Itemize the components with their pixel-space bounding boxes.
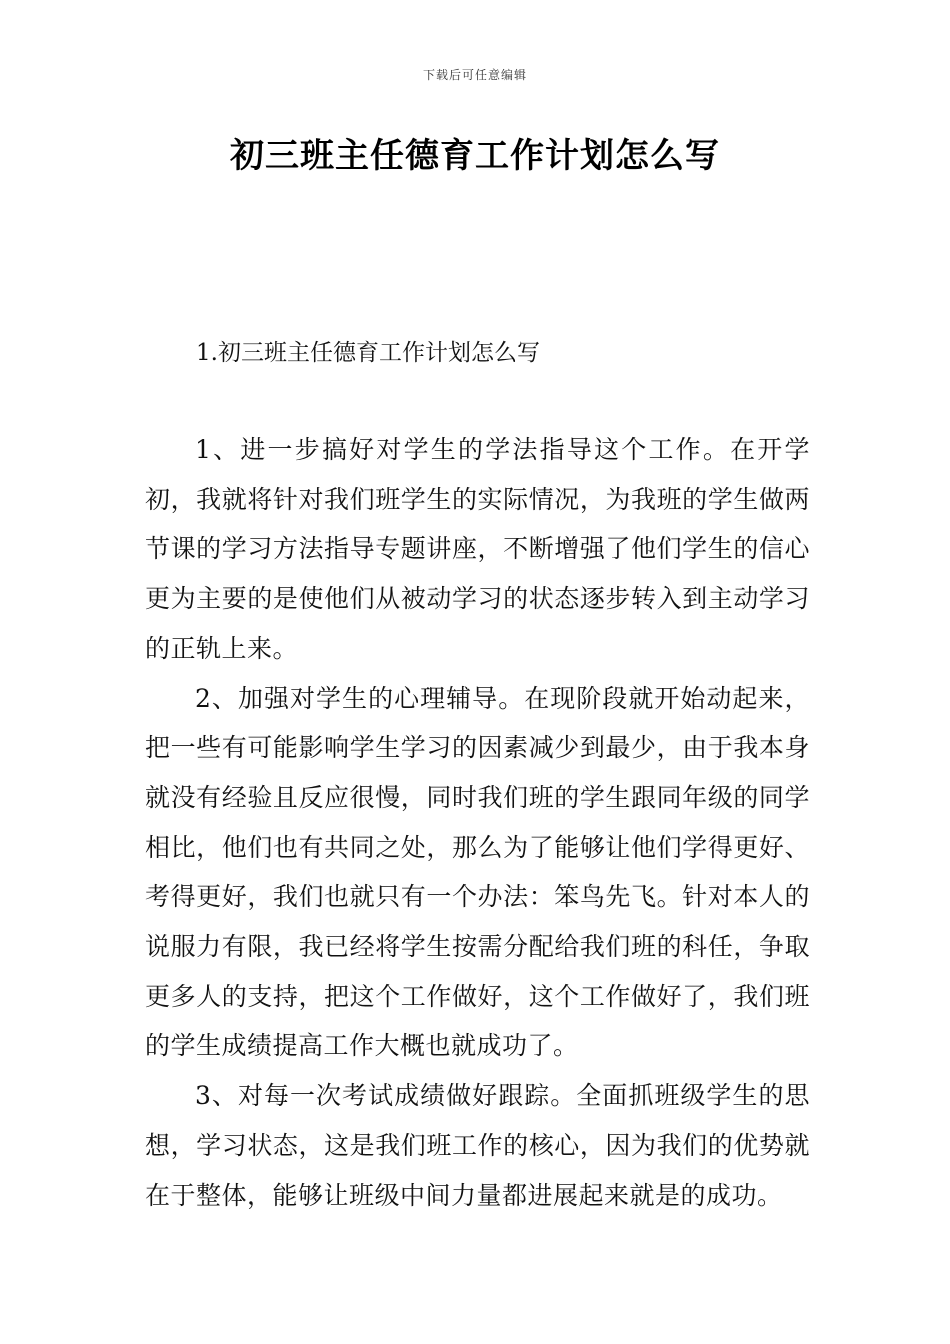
paragraph-2: 2、加强对学生的心理辅导。在现阶段就开始动起来，把一些有可能影响学生学习的因素减少到最少，由于我本身就没有经验且反应很慢，同时我们班的学生跟同年级的同学相比，他们也有共同之处，那么为了能够让他们学得更好、考得更好，我们也就只有一个办法：笨鸟先飞。针对本人的说服力有限，我已经将学生按需分配给我们班的科任，争取更多人的支持，把这个工作做好，这个工作做好了，我们班的学生成绩提高工作大概也就成功了。 (145, 683, 810, 1061)
body-text (145, 425, 810, 1220)
paragraph-1: 1、进一步搞好对学生的学法指导这个工作。在开学初，我就将针对我们班学生的实际情况，为我班的学生做两节课的学习方法指导专题讲座，不断增强了他们学生的信心更为主要的是使他们从被动学习的状态逐步转入到主动学习的正轨上来。 (145, 435, 810, 663)
header-note: 下载后可任意编辑 (422, 68, 527, 82)
document-title: 初三班主任德育工作计划怎么写 (230, 136, 720, 176)
paragraph-3: 3、对每一次考试成绩做好跟踪。全面抓班级学生的思想，学习状态，这是我们班工作的核心，因为我们的优势就在于整体，能够让班级中间力量都进展起来就是的成功。 (145, 1081, 810, 1210)
section-heading: 1.初三班主任德育工作计划怎么写 (196, 340, 540, 366)
